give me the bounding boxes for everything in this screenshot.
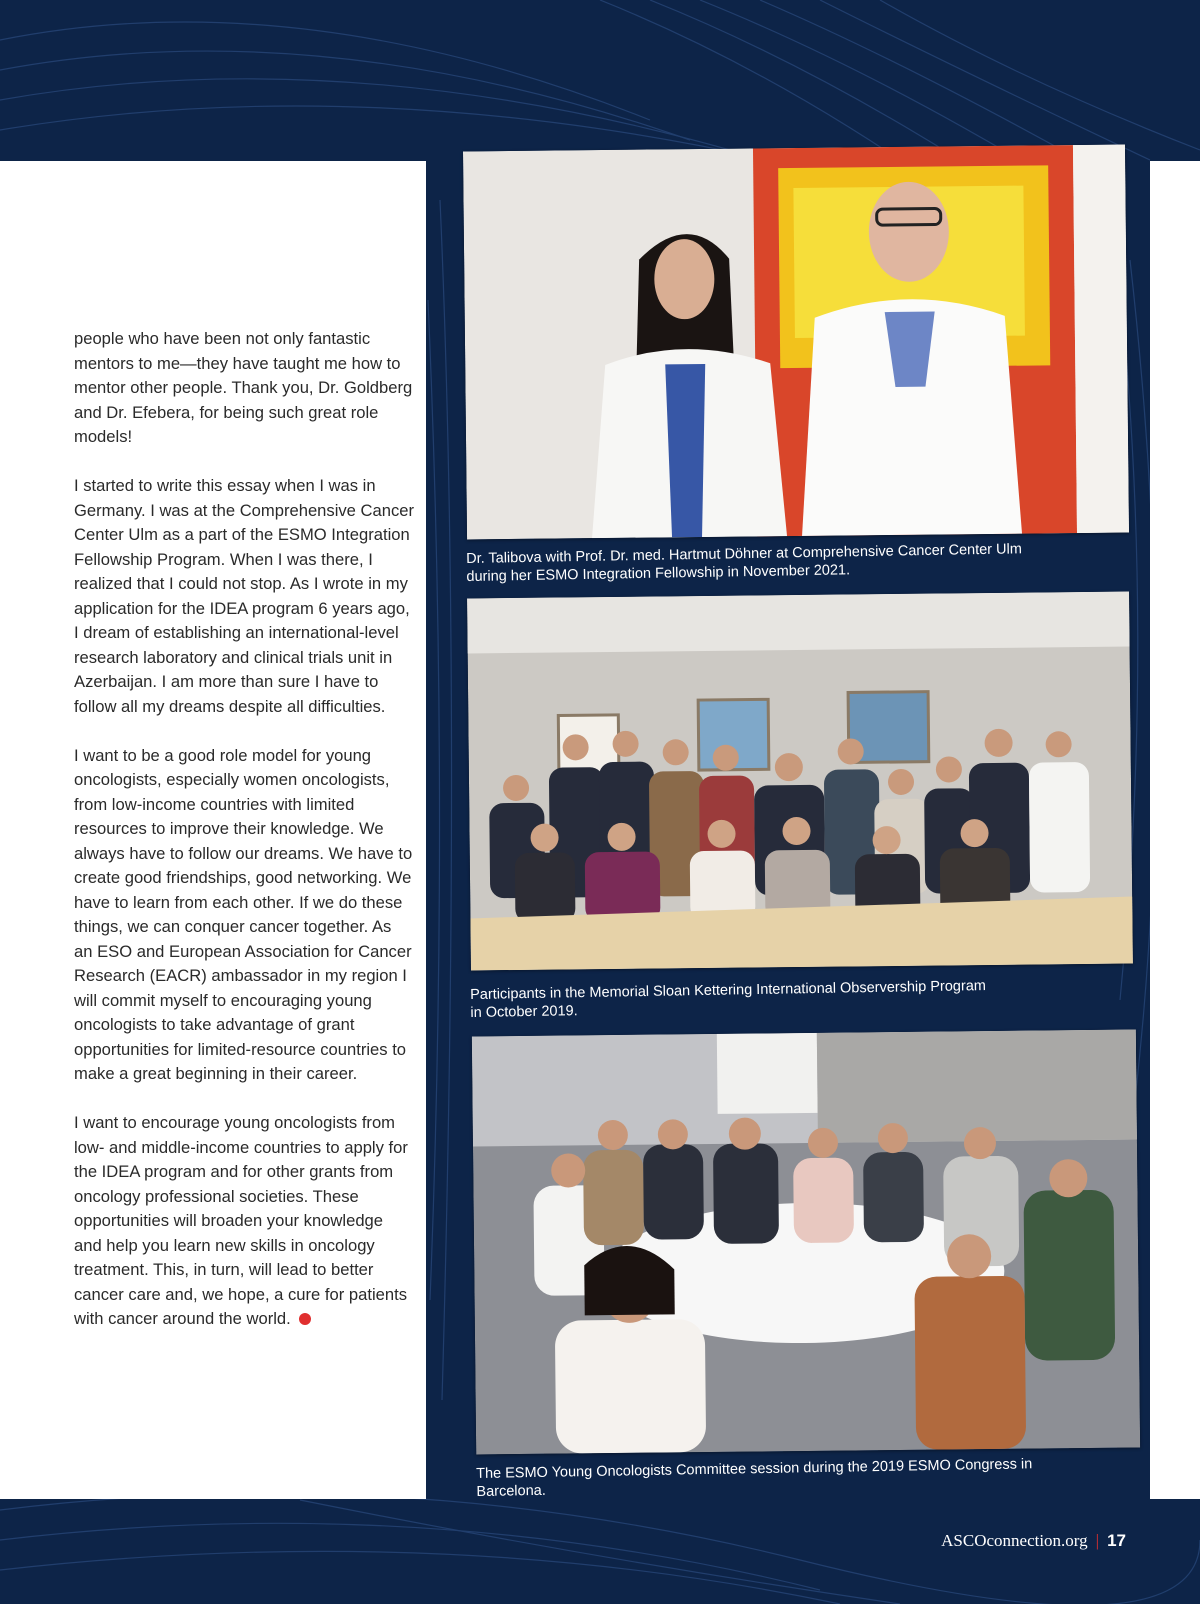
article-paragraph: I want to be a good role model for young oncologists, especially women oncologists, from low-income countries with limited resources to improve their knowledge. We always have to follow our dreams. We have to create good friendships, good networking. We have to learn from each other. If we do these things, we can conquer cancer together. As an ESO and European Association for Cancer Research (EACR) ambassador in my region I will commit myself to encouraging young oncologists to take advantage of grant opportunities for limited-resource countries to make a great beginning in their career. bbox=[74, 745, 413, 1083]
article-body bbox=[74, 327, 414, 1356]
page-number: 17 bbox=[1107, 1531, 1126, 1550]
caption-line: Barcelona. bbox=[476, 1482, 546, 1500]
next-page-edge bbox=[1150, 161, 1200, 1499]
caption-line: Participants in the Memorial Sloan Kettering International Observership Program bbox=[470, 977, 987, 1003]
footer-separator: | bbox=[1095, 1531, 1100, 1550]
photo-caption bbox=[470, 977, 986, 1022]
caption-line: The ESMO Young Oncologists Committee session during the 2019 ESMO Congress in bbox=[476, 1456, 1033, 1482]
caption-line: during her ESMO Integration Fellowship in November 2021. bbox=[466, 562, 851, 585]
article-paragraph: I started to write this essay when I was in Germany. I was at the Comprehensive Cancer Center Ulm as a part of the ESMO Integration Fellowship Program. When I was there, I realized that I could not stop. As I wrote in my application for the IDEA program 6 years ago, I dream of establishing an international-level research laboratory and clinical trials unit in Azerbaijan. I am more than sure I have to follow all my dreams despite all difficulties. bbox=[74, 476, 415, 716]
photo-esmo-young-oncologists-session bbox=[472, 1030, 1140, 1455]
photo-talibova-dohner bbox=[463, 145, 1129, 540]
photo-caption bbox=[466, 540, 1022, 586]
caption-line: Dr. Talibova with Prof. Dr. med. Hartmut Döhner at Comprehensive Cancer Center Ulm bbox=[466, 541, 1022, 567]
article-paragraph-text: I want to encourage young oncologists from low- and middle-income countries to apply for the IDEA program and for other grants from oncology professional societies. These opportunities will broaden your knowledge and help you learn new skills in oncology treatment. This, in turn, will lead to better cancer care and, we hope, a cure for patients with cancer around the world. bbox=[74, 1113, 408, 1328]
article-paragraph bbox=[74, 1111, 414, 1332]
footer-site: ASCOconnection.org bbox=[941, 1531, 1088, 1550]
photo-caption bbox=[476, 1455, 1033, 1501]
caption-line: in October 2019. bbox=[470, 1003, 578, 1021]
photo-msk-observership-group bbox=[467, 592, 1133, 971]
page-footer bbox=[941, 1531, 1126, 1551]
article-paragraph: people who have been not only fantastic mentors to me—they have taught me how to mentor other people. Thank you, Dr. Goldberg and Dr. Efebera, for being such great role models! bbox=[74, 329, 413, 446]
end-of-article-dot bbox=[299, 1313, 311, 1325]
